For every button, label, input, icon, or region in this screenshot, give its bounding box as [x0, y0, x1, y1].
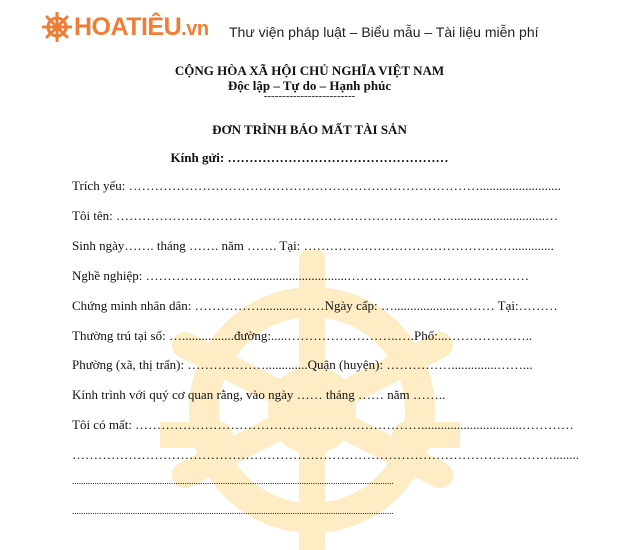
- field-lost-items: Tôi có mất: …………………………………………………………...............................…………: [72, 417, 574, 432]
- field-name: Tôi tên: ……………………………………………………………………............................…: [72, 208, 559, 223]
- hoatieu-logo[interactable]: [42, 12, 209, 42]
- blank-line-1: …………………………………………………………………………………………………........: [72, 447, 579, 462]
- field-birth: Sinh ngày……. tháng ……. năm ……. Tại: ………………………………………….............: [72, 238, 554, 253]
- site-tagline: Thư viện pháp luật – Biểu mẫu – Tài liệu miễn phí: [229, 24, 539, 40]
- field-summary: Trích yếu: ……………………………………………………………………….........................: [72, 178, 561, 193]
- national-title: CỘNG HÒA XÃ HỘI CHỦ NGHĨA VIỆT NAM: [174, 63, 445, 78]
- logo-text: HOATIÊU.vn: [74, 12, 209, 41]
- field-residence: Thường trú tại số: …................đường:.....……………………..….Phố:...………………..: [72, 328, 533, 343]
- field-occupation: Nghề nghiệp: ……………………..............................……………………………………: [72, 268, 530, 283]
- blank-line-2: ...............................................................................................................................................: [72, 476, 394, 486]
- ship-wheel-logo-icon: [42, 12, 72, 42]
- field-ward-district: Phường (xã, thị trấn): ……………….............Quận (huyện): ……………..............……...: [72, 357, 533, 372]
- recipient-line: Kính gửi: ……………………………………………: [170, 150, 449, 165]
- blank-line-3: ...............................................................................................................................................: [72, 506, 394, 516]
- field-id-card: Chứng minh nhân dân: ……………............……Ngày cấp: …...................……… Tại:………: [72, 298, 558, 313]
- field-loss-date: Kính trình với quý cơ quan rằng, vào ngày …… tháng …… năm ……..: [72, 387, 446, 402]
- separator-line: -------------------------: [263, 90, 356, 102]
- national-motto: Độc lập – Tự do – Hạnh phúc: [227, 78, 392, 93]
- document-title: ĐƠN TRÌNH BÁO MẤT TÀI SẢN: [212, 122, 407, 137]
